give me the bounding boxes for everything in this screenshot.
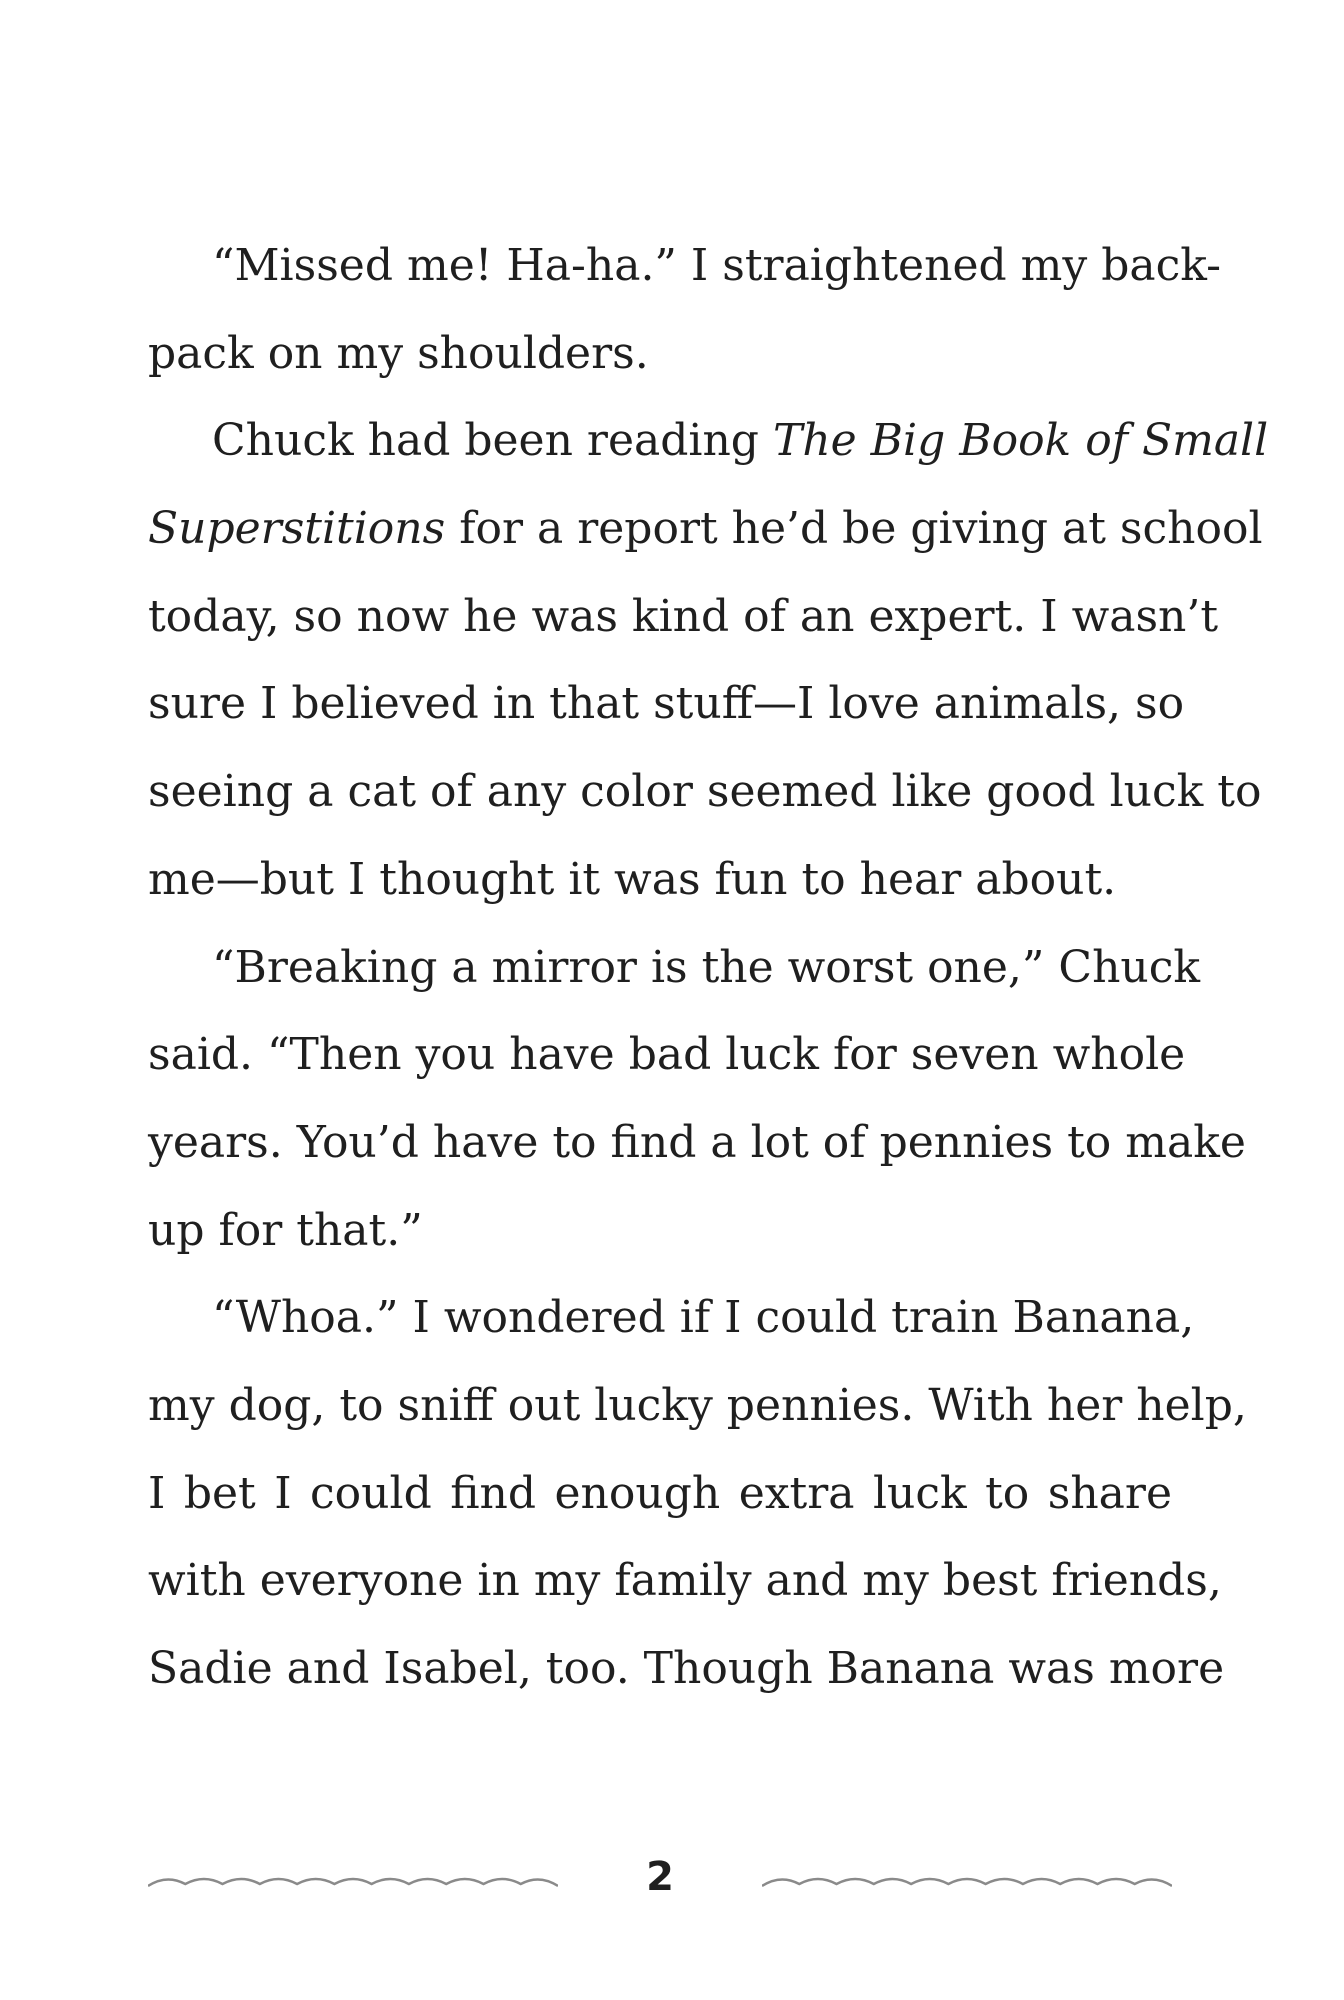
text-segment: for a report he’d be giving at school — [445, 503, 1263, 555]
page-number: 2 — [646, 1854, 674, 1900]
text-line: “Whoa.” I wondered if I could train Banana, — [212, 1292, 1195, 1344]
text-line: my dog, to sniff out lucky pennies. With her help, — [148, 1379, 1247, 1431]
text-line: “Missed me! Ha-ha.” I straightened my back- — [212, 240, 1221, 291]
text-line: said. “Then you have bad luck for seven whole — [148, 1029, 1186, 1081]
book-title-italic: Superstitions — [148, 503, 446, 555]
text-line — [148, 485, 1263, 573]
text-line: years. You’d have to find a lot of pennies to make — [148, 1116, 1246, 1168]
text-line: Sadie and Isabel, too. Though Banana was more — [148, 1643, 1225, 1694]
wave-line — [762, 1879, 1172, 1886]
text-line: today, so now he was kind of an expert. I wasn’t — [148, 590, 1219, 642]
text-segment: Chuck had been reading — [212, 415, 773, 467]
text-line: “Breaking a mirror is the worst one,” Chuck — [212, 941, 1201, 993]
page-footer — [148, 1854, 1172, 1902]
book-title-italic: The Big Book of Small — [772, 415, 1269, 467]
wave-ornament-left — [148, 1872, 558, 1892]
body-text — [148, 222, 1269, 1713]
text-line: pack on my shoulders. — [148, 327, 649, 379]
text-line: with everyone in my family and my best friends, — [148, 1555, 1222, 1607]
text-line: up for that.” — [148, 1204, 423, 1256]
wave-ornament-right — [762, 1872, 1172, 1892]
text-line: I bet I could find enough extra luck to share — [148, 1467, 1172, 1519]
text-line — [148, 397, 1269, 485]
text-line: seeing a cat of any color seemed like good luck to — [148, 766, 1262, 818]
wave-line — [148, 1879, 558, 1886]
text-line: sure I believed in that stuff—I love animals, so — [148, 678, 1185, 730]
text-line: me—but I thought it was fun to hear about. — [148, 853, 1117, 905]
